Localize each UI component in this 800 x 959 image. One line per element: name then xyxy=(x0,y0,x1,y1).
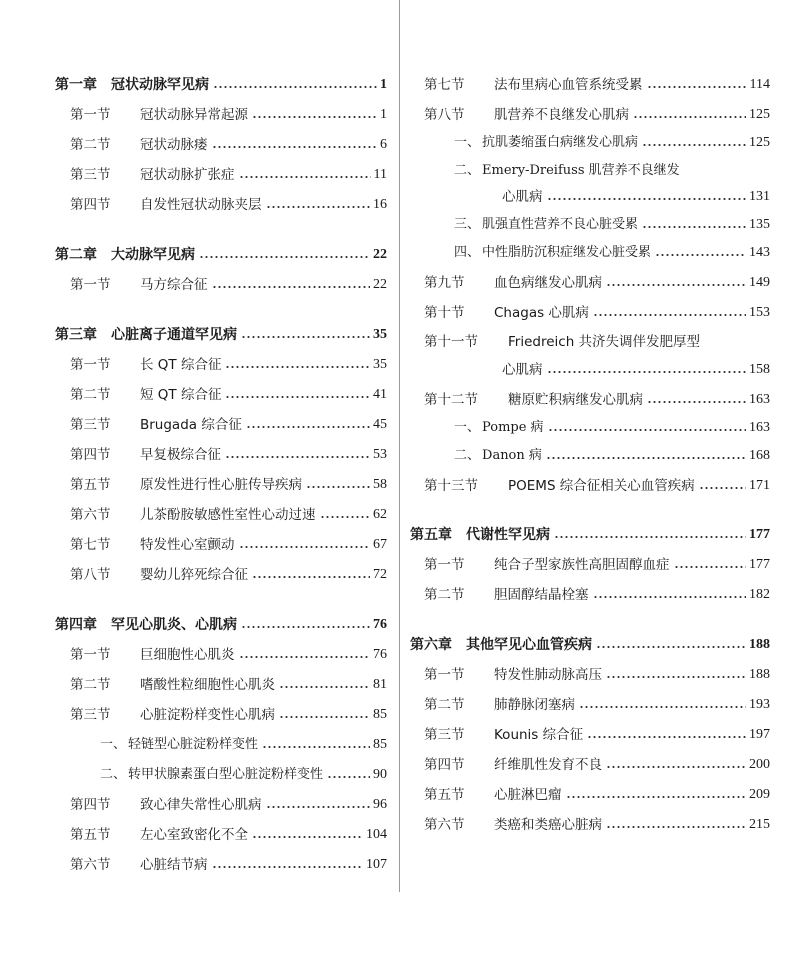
toc-page-number: 177 xyxy=(749,527,770,542)
dot-leader xyxy=(212,285,371,289)
toc-page-number: 81 xyxy=(373,677,387,692)
dot-leader xyxy=(241,625,370,629)
toc-section-entry[interactable] xyxy=(70,194,387,216)
toc-entry-label xyxy=(424,74,643,96)
toc-entry-label xyxy=(424,694,575,716)
dot-leader xyxy=(596,645,746,649)
toc-section-entry[interactable] xyxy=(70,794,387,816)
dot-leader xyxy=(606,675,746,679)
toc-entry-title: Danon 病 xyxy=(482,448,542,463)
toc-section-entry[interactable] xyxy=(424,302,770,324)
toc-section-entry[interactable] xyxy=(424,784,770,806)
dot-leader xyxy=(593,595,747,599)
toc-entry-number: 第九节 xyxy=(424,275,465,291)
toc-entry-title: 糖原贮积病继发心肌病 xyxy=(508,392,643,408)
toc-page-number: 11 xyxy=(373,167,387,182)
toc-entry-number: 第一节 xyxy=(424,667,465,683)
toc-entry-title: 罕见心肌炎、心肌病 xyxy=(111,617,237,633)
toc-page-number: 125 xyxy=(749,135,770,150)
toc-entry-label xyxy=(424,724,583,746)
toc-entry-title: 血色病继发心肌病 xyxy=(494,275,602,291)
toc-entry-title: 巨细胞性心肌炎 xyxy=(140,647,235,663)
toc-section-entry[interactable] xyxy=(70,104,387,126)
toc-entry-title: 心肌病 xyxy=(502,362,543,378)
toc-entry-label xyxy=(424,302,589,324)
toc-entry-number: 第一节 xyxy=(70,357,111,373)
toc-entry-title: 中性脂肪沉积症继发心脏受累 xyxy=(482,245,652,260)
toc-entry-label xyxy=(454,445,542,467)
toc-entry-label xyxy=(55,324,237,346)
toc-subsection-entry[interactable] xyxy=(454,160,770,182)
toc-page-number: 45 xyxy=(373,417,387,432)
toc-page-number: 85 xyxy=(373,707,387,722)
toc-entry-title: 嗜酸性粒细胞性心肌炎 xyxy=(140,677,275,693)
toc-entry-label xyxy=(424,754,602,776)
toc-entry-label xyxy=(410,634,592,656)
toc-entry-number: 第一章 xyxy=(55,77,97,93)
toc-entry-title: 大动脉罕见病 xyxy=(111,247,195,263)
toc-entry-title: 心脏淋巴瘤 xyxy=(494,787,562,803)
dot-leader xyxy=(606,283,746,287)
dot-leader xyxy=(547,197,747,201)
toc-entry-label xyxy=(454,214,638,236)
toc-page-number: 188 xyxy=(749,667,770,682)
toc-section-entry[interactable] xyxy=(70,384,387,406)
toc-entry-label xyxy=(70,704,275,726)
toc-entry-title: 胆固醇结晶栓塞 xyxy=(494,587,589,603)
toc-entry-number: 第五节 xyxy=(70,827,111,843)
toc-entry-title: 心脏淀粉样变性心肌病 xyxy=(140,707,275,723)
toc-section-entry[interactable] xyxy=(70,534,387,556)
toc-entry-title: 特发性心室颤动 xyxy=(140,537,235,553)
dot-leader xyxy=(306,485,370,489)
toc-entry-number: 一、 xyxy=(454,420,481,435)
toc-entry-number: 第八节 xyxy=(424,107,465,123)
toc-chapter-entry[interactable] xyxy=(55,614,387,636)
toc-entry-title: 法布里病心血管系统受累 xyxy=(494,77,643,93)
toc-page-number: 58 xyxy=(373,477,387,492)
toc-entry-label xyxy=(424,554,670,576)
toc-entry-title: 心脏结节病 xyxy=(140,857,208,873)
dot-leader xyxy=(241,335,370,339)
dot-leader xyxy=(212,145,378,149)
toc-entry-number: 第三节 xyxy=(70,167,111,183)
toc-entry-label xyxy=(70,644,235,666)
toc-entry-title: 肌营养不良继发心肌病 xyxy=(494,107,629,123)
toc-page-number: 215 xyxy=(749,817,770,832)
toc-section-entry[interactable] xyxy=(424,694,770,716)
toc-entry-label xyxy=(424,584,589,606)
toc-entry-number: 第六节 xyxy=(70,507,111,523)
toc-entry-number: 第十一节 xyxy=(424,334,478,350)
toc-entry-number: 三、 xyxy=(454,217,481,232)
dot-leader xyxy=(213,85,377,89)
toc-entry-label xyxy=(70,104,248,126)
toc-page-number: 163 xyxy=(749,420,770,435)
toc-entry-title: Chagas 心肌病 xyxy=(494,305,589,321)
toc-page-number: 149 xyxy=(749,275,770,290)
toc-entry-number: 第五节 xyxy=(424,787,465,803)
toc-entry-label xyxy=(70,824,248,846)
dot-leader xyxy=(647,85,747,89)
dot-leader xyxy=(252,115,377,119)
toc-entry-label xyxy=(55,614,237,636)
toc-page-number: 114 xyxy=(749,77,770,92)
toc-page-number: 153 xyxy=(749,305,770,320)
toc-entry-number: 第四节 xyxy=(424,757,465,773)
toc-entry-number: 第十二节 xyxy=(424,392,478,408)
toc-page-number: 177 xyxy=(749,557,770,572)
toc-entry-number: 第四节 xyxy=(70,797,111,813)
toc-section-entry[interactable] xyxy=(424,814,770,836)
toc-entry-number: 第四节 xyxy=(70,197,111,213)
toc-entry-label xyxy=(70,134,208,156)
toc-page-number: 125 xyxy=(749,107,770,122)
toc-entry-label xyxy=(55,244,195,266)
dot-leader xyxy=(266,205,371,209)
dot-leader xyxy=(655,253,746,257)
toc-entry-label xyxy=(424,784,562,806)
toc-entry-label xyxy=(424,389,643,411)
dot-leader xyxy=(239,175,371,179)
dot-leader xyxy=(606,765,746,769)
dot-leader xyxy=(320,515,371,519)
dot-leader xyxy=(674,565,747,569)
dot-leader xyxy=(554,535,746,539)
dot-leader xyxy=(279,685,370,689)
toc-entry-title: POEMS 综合征相关心血管疾病 xyxy=(508,478,695,494)
dot-leader xyxy=(633,115,746,119)
dot-leader xyxy=(279,715,370,719)
dot-leader xyxy=(252,575,370,579)
toc-section-entry[interactable] xyxy=(70,504,387,526)
toc-entry-title: 冠状动脉异常起源 xyxy=(140,107,248,123)
dot-leader xyxy=(199,255,370,259)
toc-entry-number: 第七节 xyxy=(424,77,465,93)
toc-entry-title: 婴幼儿猝死综合征 xyxy=(140,567,248,583)
toc-page-number: 193 xyxy=(749,697,770,712)
toc-page-number: 22 xyxy=(373,247,387,262)
toc-entry-label xyxy=(70,414,242,436)
toc-section-entry[interactable] xyxy=(424,554,770,576)
toc-entry-label xyxy=(454,417,544,439)
toc-page-number: 72 xyxy=(373,567,387,582)
toc-page-number: 90 xyxy=(373,767,387,782)
toc-section-entry[interactable] xyxy=(424,389,770,411)
toc-section-entry[interactable] xyxy=(70,164,387,186)
toc-page-number: 76 xyxy=(373,617,387,632)
toc-entry-label xyxy=(70,444,221,466)
toc-entry-label xyxy=(70,794,262,816)
toc-entry-label xyxy=(70,534,235,556)
toc-section-entry[interactable] xyxy=(70,644,387,666)
toc-entry-title: 冠状动脉扩张症 xyxy=(140,167,235,183)
toc-entry-label xyxy=(70,564,248,586)
toc-entry-number: 第七节 xyxy=(70,537,111,553)
toc-page-number: 35 xyxy=(373,327,387,342)
toc-subsection-entry[interactable] xyxy=(454,242,770,264)
toc-entry-title: 类癌和类癌心脏病 xyxy=(494,817,602,833)
toc-entry-label xyxy=(100,734,258,756)
toc-entry-number: 第三节 xyxy=(70,707,111,723)
toc-entry-title: 其他罕见心血管疾病 xyxy=(466,637,592,653)
toc-section-entry[interactable] xyxy=(70,134,387,156)
toc-entry-number: 四、 xyxy=(454,245,481,260)
toc-chapter-entry[interactable] xyxy=(410,524,770,546)
toc-section-entry[interactable] xyxy=(424,272,770,294)
toc-entry-title: 冠状动脉罕见病 xyxy=(111,77,209,93)
toc-entry-title: 纤维肌性发育不良 xyxy=(494,757,602,773)
toc-entry-number: 第四节 xyxy=(70,447,111,463)
toc-page-number: 158 xyxy=(749,362,770,377)
toc-entry-number: 第二节 xyxy=(424,587,465,603)
toc-page-number: 197 xyxy=(749,727,770,742)
toc-subsection-entry[interactable] xyxy=(100,764,387,786)
toc-entry-number: 第十节 xyxy=(424,305,465,321)
toc-entry-label xyxy=(70,354,221,376)
toc-page-number: 143 xyxy=(749,245,770,260)
dot-leader xyxy=(225,395,370,399)
toc-entry-title: 特发性肺动脉高压 xyxy=(494,667,602,683)
toc-entry-label xyxy=(70,194,262,216)
toc-page-number: 209 xyxy=(749,787,770,802)
toc-page-number: 163 xyxy=(749,392,770,407)
toc-section-entry[interactable] xyxy=(70,674,387,696)
toc-page-number: 200 xyxy=(749,757,770,772)
toc-entry-title: 代谢性罕见病 xyxy=(466,527,550,543)
toc-entry-label xyxy=(454,160,680,182)
toc-section-entry[interactable] xyxy=(70,564,387,586)
toc-entry-title: 轻链型心脏淀粉样变性 xyxy=(128,737,259,752)
dot-leader xyxy=(225,365,370,369)
toc-entry-title: 左心室致密化不全 xyxy=(140,827,248,843)
dot-leader xyxy=(566,795,747,799)
toc-entry-title: Pompe 病 xyxy=(482,420,544,435)
toc-chapter-entry[interactable] xyxy=(55,324,387,346)
toc-section-entry[interactable] xyxy=(70,824,387,846)
toc-entry-label xyxy=(70,164,235,186)
toc-page-number: 168 xyxy=(749,448,770,463)
toc-entry-title: 肺静脉闭塞病 xyxy=(494,697,575,713)
toc-page-number: 188 xyxy=(749,637,770,652)
toc-entry-title: 心脏离子通道罕见病 xyxy=(111,327,237,343)
toc-chapter-entry[interactable] xyxy=(55,244,387,266)
toc-entry-label xyxy=(424,664,602,686)
toc-entry-label xyxy=(70,274,208,296)
toc-entry-title: 纯合子型家族性高胆固醇血症 xyxy=(494,557,670,573)
toc-page-number: 131 xyxy=(749,189,770,204)
toc-entry-number: 第一节 xyxy=(70,277,111,293)
dot-leader xyxy=(593,313,746,317)
toc-section-entry[interactable] xyxy=(424,584,770,606)
toc-left-column xyxy=(0,0,399,959)
dot-leader xyxy=(225,455,370,459)
toc-entry-title: 致心律失常性心肌病 xyxy=(140,797,262,813)
toc-entry-number: 第一节 xyxy=(70,107,111,123)
toc-page-number: 135 xyxy=(749,217,770,232)
toc-entry-number: 第三节 xyxy=(424,727,465,743)
toc-page-number: 35 xyxy=(373,357,387,372)
toc-chapter-entry[interactable] xyxy=(410,634,770,656)
toc-section-entry[interactable] xyxy=(424,331,770,353)
toc-entry-label xyxy=(454,132,638,154)
toc-entry-title: 肌强直性营养不良心脏受累 xyxy=(482,217,639,232)
toc-page-number: 22 xyxy=(373,277,387,292)
dot-leader xyxy=(647,400,746,404)
dot-leader xyxy=(327,775,370,779)
toc-entry-number: 第二节 xyxy=(70,137,111,153)
toc-entry-label xyxy=(70,384,221,406)
toc-entry-label xyxy=(502,359,543,381)
toc-entry-number: 二、 xyxy=(454,163,481,178)
toc-entry-label xyxy=(454,242,651,264)
dot-leader xyxy=(212,865,364,869)
toc-entry-number: 一、 xyxy=(100,737,127,752)
toc-page-number: 41 xyxy=(373,387,387,402)
toc-entry-title: 心肌病 xyxy=(502,189,543,205)
toc-section-entry[interactable] xyxy=(70,354,387,376)
toc-entry-continuation[interactable] xyxy=(502,359,770,381)
toc-entry-number: 第四章 xyxy=(55,617,97,633)
toc-entry-number: 一、 xyxy=(454,135,481,150)
toc-entry-number: 第二节 xyxy=(70,677,111,693)
toc-entry-title: Kounis 综合征 xyxy=(494,727,584,743)
toc-section-entry[interactable] xyxy=(70,474,387,496)
toc-entry-title: 转甲状腺素蛋白型心脏淀粉样变性 xyxy=(128,767,324,782)
toc-entry-number: 第八节 xyxy=(70,567,111,583)
dot-leader xyxy=(699,486,746,490)
toc-entry-title: 抗肌萎缩蛋白病继发心肌病 xyxy=(482,135,639,150)
dot-leader xyxy=(606,825,746,829)
toc-right-column xyxy=(400,0,800,959)
toc-page-number: 104 xyxy=(366,827,387,842)
toc-entry-label xyxy=(424,104,629,126)
toc-entry-number: 第六节 xyxy=(70,857,111,873)
toc-section-entry[interactable] xyxy=(70,704,387,726)
toc-subsection-entry[interactable] xyxy=(454,214,770,236)
toc-entry-label xyxy=(424,331,700,353)
toc-entry-title: 短 QT 综合征 xyxy=(140,387,222,403)
toc-entry-title: 冠状动脉瘘 xyxy=(140,137,208,153)
toc-entry-title: 早复极综合征 xyxy=(140,447,221,463)
toc-entry-number: 第五节 xyxy=(70,477,111,493)
dot-leader xyxy=(266,805,371,809)
toc-page-number: 6 xyxy=(380,137,387,152)
toc-entry-number: 第二节 xyxy=(424,697,465,713)
toc-chapter-entry[interactable] xyxy=(55,74,387,96)
toc-subsection-entry[interactable] xyxy=(454,132,770,154)
toc-entry-number: 第六节 xyxy=(424,817,465,833)
toc-entry-title: 长 QT 综合征 xyxy=(140,357,222,373)
dot-leader xyxy=(246,425,370,429)
toc-entry-number: 第二节 xyxy=(70,387,111,403)
toc-page-number: 53 xyxy=(373,447,387,462)
toc-entry-number: 第一节 xyxy=(424,557,465,573)
toc-section-entry[interactable] xyxy=(424,664,770,686)
toc-entry-title: Emery-Dreifuss 肌营养不良继发 xyxy=(482,163,680,178)
toc-entry-label xyxy=(424,272,602,294)
toc-entry-continuation[interactable] xyxy=(502,186,770,208)
toc-entry-title: 自发性冠状动脉夹层 xyxy=(140,197,262,213)
toc-entry-title: 原发性进行性心脏传导疾病 xyxy=(140,477,302,493)
toc-entry-label xyxy=(100,764,323,786)
dot-leader xyxy=(252,835,363,839)
dot-leader xyxy=(239,545,371,549)
toc-entry-number: 二、 xyxy=(100,767,127,782)
toc-entry-label xyxy=(70,474,302,496)
toc-section-entry[interactable] xyxy=(424,475,770,497)
toc-page-number: 182 xyxy=(749,587,770,602)
dot-leader xyxy=(262,745,370,749)
toc-section-entry[interactable] xyxy=(70,414,387,436)
toc-subsection-entry[interactable] xyxy=(100,734,387,756)
toc-page-number: 76 xyxy=(373,647,387,662)
toc-entry-title: Brugada 综合征 xyxy=(140,417,242,433)
toc-page-number: 67 xyxy=(373,537,387,552)
toc-entry-number: 第二章 xyxy=(55,247,97,263)
toc-page-number: 62 xyxy=(373,507,387,522)
toc-entry-label xyxy=(424,814,602,836)
toc-entry-label xyxy=(70,854,208,876)
toc-entry-label xyxy=(410,524,550,546)
toc-entry-label xyxy=(70,674,275,696)
toc-page-number: 96 xyxy=(373,797,387,812)
dot-leader xyxy=(548,428,746,432)
toc-section-entry[interactable] xyxy=(70,444,387,466)
dot-leader xyxy=(642,225,746,229)
toc-section-entry[interactable] xyxy=(424,74,770,96)
toc-page-number: 85 xyxy=(373,737,387,752)
dot-leader xyxy=(546,456,746,460)
toc-subsection-entry[interactable] xyxy=(454,417,770,439)
toc-entry-number: 第三章 xyxy=(55,327,97,343)
toc-entry-number: 第六章 xyxy=(410,637,452,653)
toc-section-entry[interactable] xyxy=(424,724,770,746)
toc-page-number: 107 xyxy=(366,857,387,872)
toc-page-number: 1 xyxy=(380,77,387,92)
dot-leader xyxy=(547,370,747,374)
toc-entry-number: 第三节 xyxy=(70,417,111,433)
dot-leader xyxy=(587,735,746,739)
toc-entry-label xyxy=(55,74,209,96)
toc-entry-title: 儿茶酚胺敏感性室性心动过速 xyxy=(140,507,316,523)
toc-entry-number: 第五章 xyxy=(410,527,452,543)
toc-entry-label xyxy=(502,186,543,208)
toc-page-number: 1 xyxy=(380,107,387,122)
toc-entry-title: Friedreich 共济失调伴发肥厚型 xyxy=(508,334,701,350)
dot-leader xyxy=(239,655,371,659)
toc-entry-number: 二、 xyxy=(454,448,481,463)
dot-leader xyxy=(642,143,746,147)
toc-entry-number: 第一节 xyxy=(70,647,111,663)
toc-entry-title: 马方综合征 xyxy=(140,277,208,293)
toc-section-entry[interactable] xyxy=(424,104,770,126)
toc-section-entry[interactable] xyxy=(424,754,770,776)
toc-subsection-entry[interactable] xyxy=(454,445,770,467)
toc-section-entry[interactable] xyxy=(70,274,387,296)
toc-entry-label xyxy=(424,475,695,497)
toc-page-number: 171 xyxy=(749,478,770,493)
toc-entry-label xyxy=(70,504,316,526)
toc-page-number: 16 xyxy=(373,197,387,212)
toc-entry-number: 第十三节 xyxy=(424,478,478,494)
dot-leader xyxy=(579,705,746,709)
toc-section-entry[interactable] xyxy=(70,854,387,876)
